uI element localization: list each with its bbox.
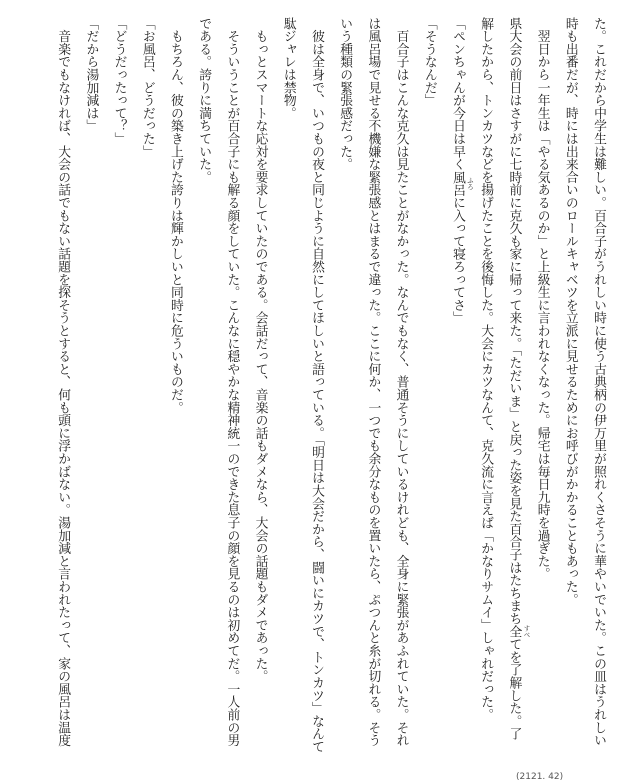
text-column-5: 解したから、トンカツなどを揚げたことを後悔した。大会にカツなんて、克久流に言えば「かなりサムイ」しゃれだった。 [478, 17, 494, 721]
text-segment: 県大会の前日はさすがに七時前に克久も家に帰って来た。「ただいま」と戻った姿を見た百合子はたちまち [506, 17, 522, 625]
text-column-6 [443, 17, 474, 757]
text-column-1: た。これだから中学生は難しい。百合子がうれしい時に使う古典柄の伊万里が照れくさそうに華やいでいた。この皿はうれしい [591, 17, 606, 747]
text-segment: 「ペンちゃんが今日は早く [449, 17, 465, 171]
text-column-16: もちろん、彼の築き上げた誇りは輝かしいと同時に危ういものだ。 [167, 17, 183, 414]
text-column-11: 彼は全身で、いつもの夜と同じように自然にしてほしいと語っている。「明日は大会だから、闘いにカツで、トンカツ」なんて [308, 17, 324, 753]
text-column-17: 「お風呂、どうだった」 [139, 17, 155, 158]
text-segment: てを了解した。了 [506, 637, 522, 741]
text-column-14: そういうことが百合子にも解る顔をしていた。こんなに穏やかな精神統一のできた息子の顔を見るのは初めてだ。一人前の男 [224, 17, 240, 747]
text-column-8: 百合子はこんな克久は見たことがなかった。なんでもなく、普通そうにしているけれども、全身に緊張があふれていた。それ [393, 17, 409, 747]
vertical-text-body [48, 17, 612, 757]
text-column-15: である。誇りに満ちていた。 [196, 17, 212, 184]
text-column-19: 「だから湯加減は」 [83, 17, 99, 133]
text-column-3: 翌日から一年生は「やる気あるのか」と上級生に言われなくなった。帰宅は毎日九時を過ぎた。 [534, 17, 550, 581]
ruby-base-text: 風呂 [449, 170, 465, 197]
text-column-4 [499, 17, 531, 757]
text-segment: に入って寝ろってさ」 [449, 196, 465, 325]
text-column-13: もっとスマートな応対を要求していたのである。会話だって、音楽の話もダメなら、大会の話題もダメであった。 [252, 17, 268, 683]
ruby-base [449, 170, 474, 197]
text-column-12: 駄ジャレは禁物。 [280, 17, 296, 120]
ruby-annotation: ふろ [465, 177, 474, 190]
ruby-annotation: すべ [522, 625, 531, 638]
ruby-base [506, 625, 531, 638]
text-column-20: 音楽でもなければ、大会の話でもない話題を探そうとすると、何も頭に浮かばない。湯加減と言われたって、家の風呂は温度 [55, 17, 71, 747]
text-column-10: いう種類の緊張感だった。 [337, 17, 353, 171]
text-column-18: 「どうだったって？」 [111, 17, 127, 145]
text-column-2: 時も出番だが、時には出来合いのロールキャベツを立派に見せるためにお呼びがかかることもあった。 [562, 17, 578, 606]
text-column-7: 「そうなんだ」 [421, 17, 437, 107]
page-number: (2121. 42) [516, 772, 564, 782]
text-column-9: は風呂場で見せる不機嫌な緊張感とはまるで違った。ここに何か、一つでも余分なものを置いたら、ぷつんと糸が切れる。そう [365, 17, 381, 747]
ruby-base-text: 全 [506, 625, 522, 638]
